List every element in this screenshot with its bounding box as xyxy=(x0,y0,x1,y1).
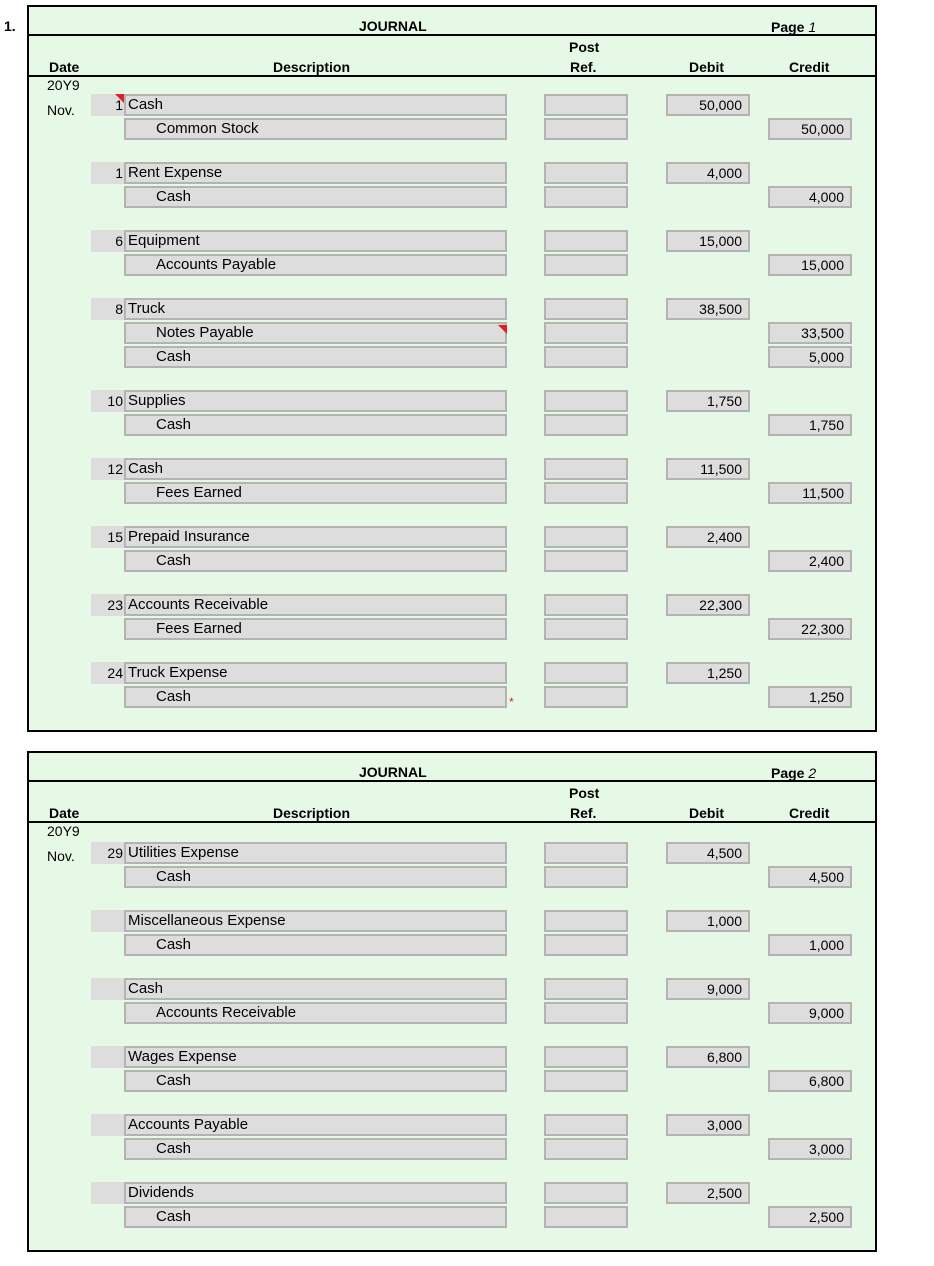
credit-amount-input[interactable]: 11,500 xyxy=(768,482,852,504)
credit-amount-input[interactable]: 4,500 xyxy=(768,866,852,888)
column-header-post: Post xyxy=(569,785,600,801)
post-ref-input[interactable] xyxy=(544,594,628,616)
column-header-post: Post xyxy=(569,39,600,55)
debit-amount-input[interactable]: 1,250 xyxy=(666,662,750,684)
column-header-date: Date xyxy=(49,805,80,821)
entry-date-day[interactable]: 6 xyxy=(91,230,124,252)
post-ref-input[interactable] xyxy=(544,910,628,932)
post-ref-input[interactable] xyxy=(544,322,628,344)
post-ref-input[interactable] xyxy=(544,1114,628,1136)
credit-amount-input[interactable]: 15,000 xyxy=(768,254,852,276)
debit-amount-input[interactable]: 1,000 xyxy=(666,910,750,932)
credit-amount-input[interactable]: 22,300 xyxy=(768,618,852,640)
post-ref-input[interactable] xyxy=(544,618,628,640)
question-number: 1. xyxy=(4,18,16,34)
post-ref-input[interactable] xyxy=(544,934,628,956)
header-rule-top xyxy=(29,780,875,782)
account-title-input[interactable]: Dividends xyxy=(124,1182,507,1204)
post-ref-input[interactable] xyxy=(544,978,628,1000)
post-ref-input[interactable] xyxy=(544,162,628,184)
debit-amount-input[interactable]: 2,500 xyxy=(666,1182,750,1204)
post-ref-input[interactable] xyxy=(544,686,628,708)
page-label xyxy=(771,765,816,781)
credit-amount-input[interactable]: 4,000 xyxy=(768,186,852,208)
header-rule-bottom xyxy=(29,75,875,77)
account-title-input[interactable]: Notes Payable xyxy=(124,322,507,344)
page-number: 2 xyxy=(808,765,817,781)
account-title-input[interactable]: Accounts Payable xyxy=(124,1114,507,1136)
header-rule-top xyxy=(29,34,875,36)
column-header-debit: Debit xyxy=(689,805,724,821)
credit-amount-input[interactable]: 33,500 xyxy=(768,322,852,344)
debit-amount-input[interactable]: 4,500 xyxy=(666,842,750,864)
column-header-debit: Debit xyxy=(689,59,724,75)
credit-amount-input[interactable]: 9,000 xyxy=(768,1002,852,1024)
credit-amount-input[interactable]: 2,500 xyxy=(768,1206,852,1228)
column-header-credit: Credit xyxy=(789,805,830,821)
credit-amount-input[interactable]: 2,400 xyxy=(768,550,852,572)
journal-month: Nov. xyxy=(47,102,75,118)
column-header-ref: Ref. xyxy=(570,805,597,821)
post-ref-input[interactable] xyxy=(544,254,628,276)
credit-amount-input[interactable]: 3,000 xyxy=(768,1138,852,1160)
journal-month: Nov. xyxy=(47,848,75,864)
account-title-input[interactable]: Equipment xyxy=(124,230,507,252)
account-title-input[interactable]: Accounts Payable xyxy=(124,254,507,276)
credit-amount-input[interactable]: 6,800 xyxy=(768,1070,852,1092)
account-title-input[interactable]: Cash xyxy=(124,550,507,572)
debit-amount-input[interactable]: 11,500 xyxy=(666,458,750,480)
credit-amount-input[interactable]: 1,000 xyxy=(768,934,852,956)
account-title-input[interactable]: Cash xyxy=(124,866,507,888)
entry-date-day[interactable]: 24 xyxy=(91,662,124,684)
journal-panel xyxy=(27,5,877,732)
account-title-input[interactable]: Cash xyxy=(124,94,507,116)
post-ref-input[interactable] xyxy=(544,482,628,504)
account-title-input[interactable]: Truck xyxy=(124,298,507,320)
credit-amount-input[interactable]: 1,250 xyxy=(768,686,852,708)
entry-date-day[interactable]: 12 xyxy=(91,458,124,480)
journal-year: 20Y9 xyxy=(47,823,80,839)
post-ref-input[interactable] xyxy=(544,1002,628,1024)
column-header-ref: Ref. xyxy=(570,59,597,75)
credit-amount-input[interactable]: 5,000 xyxy=(768,346,852,368)
account-title-input[interactable]: Fees Earned xyxy=(124,482,507,504)
credit-amount-input[interactable]: 50,000 xyxy=(768,118,852,140)
journal-title: JOURNAL xyxy=(359,764,427,780)
account-title-input[interactable]: Prepaid Insurance xyxy=(124,526,507,548)
account-title-input[interactable]: Cash xyxy=(124,686,507,708)
debit-amount-input[interactable]: 1,750 xyxy=(666,390,750,412)
entry-date-day[interactable]: 23 xyxy=(91,594,124,616)
entry-date-day[interactable] xyxy=(91,1046,124,1068)
account-title-input[interactable]: Truck Expense xyxy=(124,662,507,684)
account-title-input[interactable]: Miscellaneous Expense xyxy=(124,910,507,932)
page-label-text: Page xyxy=(771,765,805,781)
journal-title: JOURNAL xyxy=(359,18,427,34)
debit-amount-input[interactable]: 15,000 xyxy=(666,230,750,252)
entry-date-day[interactable]: 1 xyxy=(91,162,124,184)
post-ref-input[interactable] xyxy=(544,1206,628,1228)
journal-year: 20Y9 xyxy=(47,77,80,93)
account-title-input[interactable]: Cash xyxy=(124,1206,507,1228)
debit-amount-input[interactable]: 38,500 xyxy=(666,298,750,320)
post-ref-input[interactable] xyxy=(544,550,628,572)
account-title-input[interactable]: Rent Expense xyxy=(124,162,507,184)
post-ref-input[interactable] xyxy=(544,94,628,116)
entry-date-day[interactable]: 15 xyxy=(91,526,124,548)
post-ref-input[interactable] xyxy=(544,1046,628,1068)
journal-panel xyxy=(27,751,877,1252)
page-label xyxy=(771,19,816,35)
credit-amount-input[interactable]: 1,750 xyxy=(768,414,852,436)
account-title-input[interactable]: Cash xyxy=(124,978,507,1000)
post-ref-input[interactable] xyxy=(544,230,628,252)
comment-marker xyxy=(498,325,507,334)
entry-date-day[interactable] xyxy=(91,1182,124,1204)
column-header-description: Description xyxy=(273,805,351,821)
debit-amount-input[interactable]: 3,000 xyxy=(666,1114,750,1136)
entry-date-day[interactable] xyxy=(91,1114,124,1136)
column-header-description: Description xyxy=(273,59,351,75)
account-title-input[interactable]: Common Stock xyxy=(124,118,507,140)
debit-amount-input[interactable]: 4,000 xyxy=(666,162,750,184)
post-ref-input[interactable] xyxy=(544,1138,628,1160)
debit-amount-input[interactable]: 2,400 xyxy=(666,526,750,548)
debit-amount-input[interactable]: 22,300 xyxy=(666,594,750,616)
account-title-input[interactable]: Cash xyxy=(124,934,507,956)
header-rule-bottom xyxy=(29,821,875,823)
entry-date-day[interactable]: 1 xyxy=(91,94,124,116)
account-title-input[interactable]: Cash xyxy=(124,186,507,208)
post-ref-input[interactable] xyxy=(544,298,628,320)
post-ref-input[interactable] xyxy=(544,346,628,368)
post-ref-input[interactable] xyxy=(544,662,628,684)
post-ref-input[interactable] xyxy=(544,390,628,412)
entry-date-day[interactable]: 10 xyxy=(91,390,124,412)
account-title-input[interactable]: Cash xyxy=(124,414,507,436)
entry-date-day[interactable]: 29 xyxy=(91,842,124,864)
page-number: 1 xyxy=(808,19,817,35)
comment-marker xyxy=(115,94,124,103)
account-title-input[interactable]: Cash xyxy=(124,458,507,480)
required-asterisk: * xyxy=(509,695,514,709)
account-title-input[interactable]: Cash xyxy=(124,1070,507,1092)
page-label-text: Page xyxy=(771,19,805,35)
post-ref-input[interactable] xyxy=(544,842,628,864)
column-header-date: Date xyxy=(49,59,80,75)
debit-amount-input[interactable]: 6,800 xyxy=(666,1046,750,1068)
post-ref-input[interactable] xyxy=(544,118,628,140)
account-title-input[interactable]: Supplies xyxy=(124,390,507,412)
entry-date-day[interactable] xyxy=(91,910,124,932)
post-ref-input[interactable] xyxy=(544,1070,628,1092)
debit-amount-input[interactable]: 9,000 xyxy=(666,978,750,1000)
post-ref-input[interactable] xyxy=(544,526,628,548)
column-header-credit: Credit xyxy=(789,59,830,75)
account-title-input[interactable]: Accounts Receivable xyxy=(124,594,507,616)
entry-date-day[interactable] xyxy=(91,978,124,1000)
post-ref-input[interactable] xyxy=(544,186,628,208)
account-title-input[interactable]: Utilities Expense xyxy=(124,842,507,864)
post-ref-input[interactable] xyxy=(544,458,628,480)
post-ref-input[interactable] xyxy=(544,866,628,888)
account-title-input[interactable]: Cash xyxy=(124,346,507,368)
debit-amount-input[interactable]: 50,000 xyxy=(666,94,750,116)
account-title-input[interactable]: Cash xyxy=(124,1138,507,1160)
entry-date-day[interactable]: 8 xyxy=(91,298,124,320)
post-ref-input[interactable] xyxy=(544,414,628,436)
post-ref-input[interactable] xyxy=(544,1182,628,1204)
account-title-input[interactable]: Accounts Receivable xyxy=(124,1002,507,1024)
account-title-input[interactable]: Wages Expense xyxy=(124,1046,507,1068)
account-title-input[interactable]: Fees Earned xyxy=(124,618,507,640)
